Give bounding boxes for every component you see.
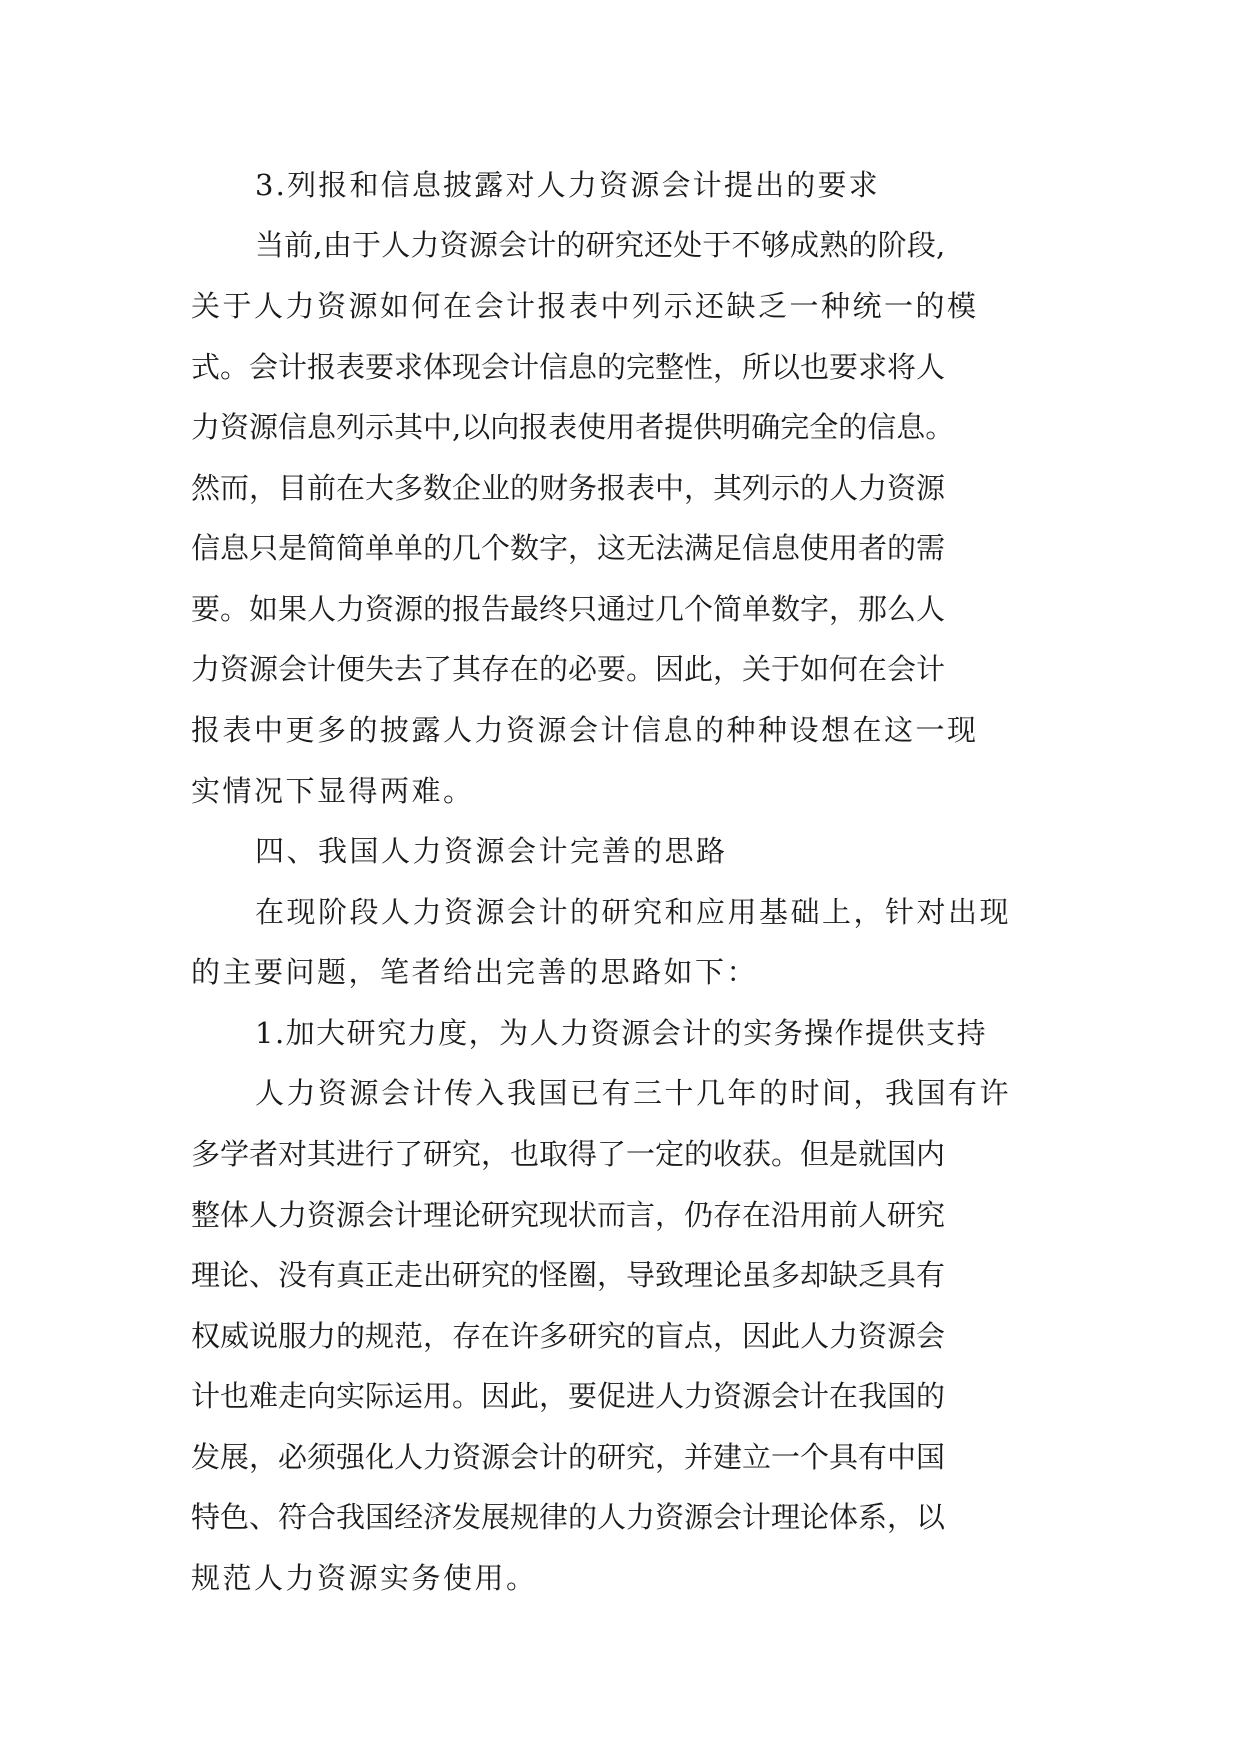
paragraph-line: 特色、符合我国经济发展规律的人力资源会计理论体系，以: [191, 1500, 946, 1534]
paragraph-line: 在现阶段人力资源会计的研究和应用基础上，针对出现: [255, 895, 1012, 929]
subheading-3-disclosure-requirements: 3.列报和信息披露对人力资源会计提出的要求: [255, 168, 880, 202]
paragraph-line: 整体人力资源会计理论研究现状而言，仍存在沿用前人研究: [191, 1198, 946, 1232]
section-heading-4: 四、我国人力资源会计完善的思路: [255, 834, 728, 868]
paragraph-line: 关于人力资源如何在会计报表中列示还缺乏一种统一的模: [191, 289, 979, 323]
paragraph-line: 式。会计报表要求体现会计信息的完整性，所以也要求将人: [191, 350, 946, 384]
paragraph-line: 多学者对其进行了研究，也取得了一定的收获。但是就国内: [191, 1137, 946, 1171]
paragraph-line: 发展，必须强化人力资源会计的研究，并建立一个具有中国: [191, 1440, 946, 1474]
paragraph-line: 报表中更多的披露人力资源会计信息的种种设想在这一现: [191, 713, 979, 747]
paragraph-line: 权威说服力的规范，存在许多研究的盲点，因此人力资源会: [191, 1319, 946, 1353]
paragraph-line: 人力资源会计传入我国已有三十几年的时间，我国有许: [255, 1076, 1012, 1110]
paragraph-line: 理论、没有真正走出研究的怪圈，导致理论虽多却缺乏具有: [191, 1258, 946, 1292]
subheading-1-research-efforts: 1.加大研究力度，为人力资源会计的实务操作提供支持: [255, 1016, 988, 1050]
paragraph-line: 的主要问题，笔者给出完善的思路如下：: [191, 955, 759, 989]
paragraph-line: 实情况下显得两难。: [191, 774, 475, 808]
paragraph-line: 规范人力资源实务使用。: [191, 1561, 538, 1595]
paragraph-line: 计也难走向实际运用。因此，要促进人力资源会计在我国的: [191, 1379, 946, 1413]
paragraph-line: 当前,由于人力资源会计的研究还处于不够成熟的阶段,: [255, 228, 946, 262]
paragraph-line: 要。如果人力资源的报告最终只通过几个简单数字，那么人: [191, 592, 946, 626]
paragraph-line: 力资源信息列示其中,以向报表使用者提供明确完全的信息。: [191, 410, 955, 444]
paragraph-line: 力资源会计便失去了其存在的必要。因此，关于如何在会计: [191, 652, 946, 686]
paragraph-line: 信息只是简简单单的几个数字，这无法满足信息使用者的需: [191, 531, 946, 565]
paragraph-line: 然而，目前在大多数企业的财务报表中，其列示的人力资源: [191, 471, 946, 505]
